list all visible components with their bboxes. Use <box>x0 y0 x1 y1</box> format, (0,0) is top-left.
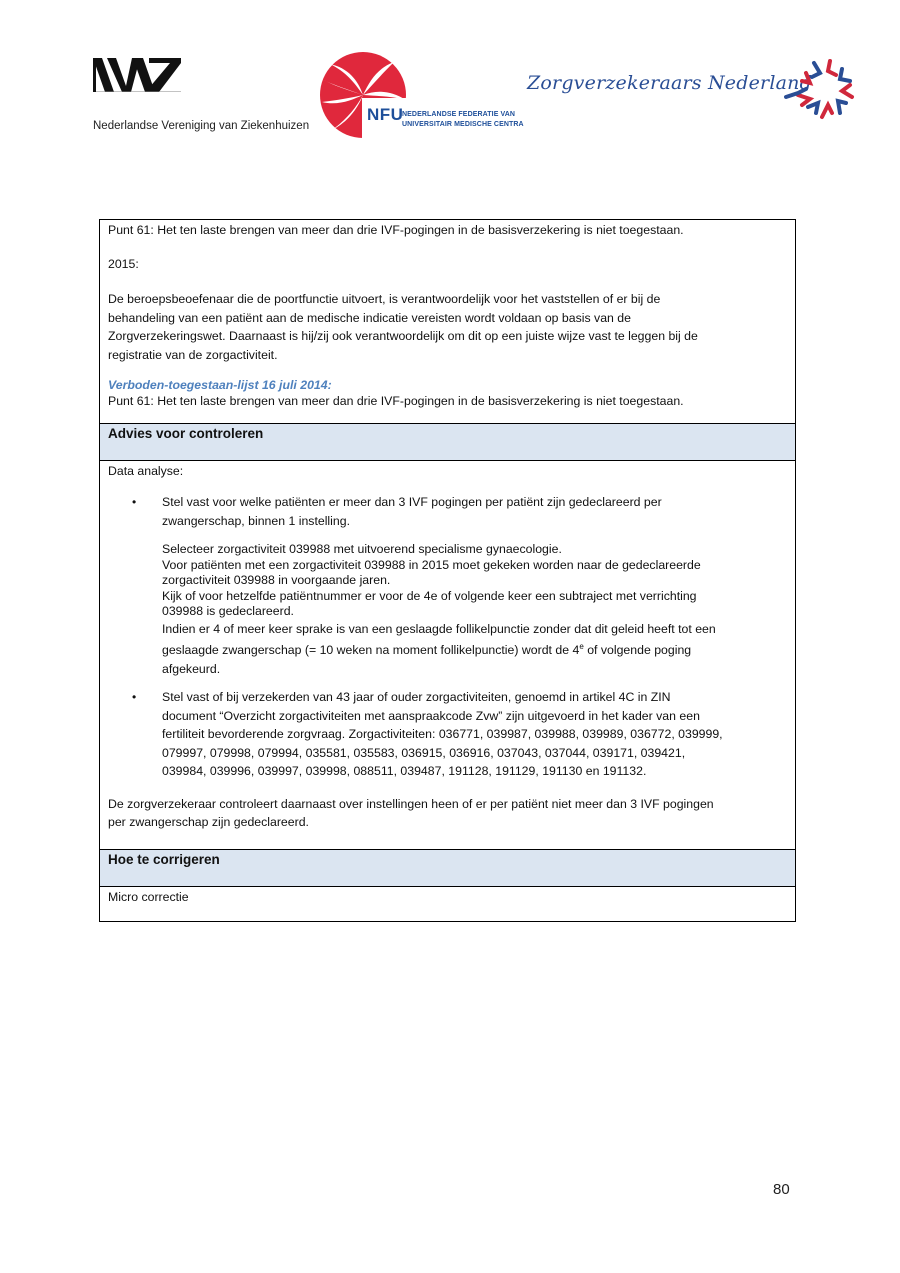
nvz-subtitle: Nederlandse Vereniging van Ziekenhuizen <box>93 120 310 132</box>
nfu-swirl-icon <box>318 50 408 140</box>
section-heading-advies: Advies voor controleren <box>100 424 795 461</box>
nfu-logo <box>318 50 523 140</box>
intro-paragraph <box>108 290 787 364</box>
bullet-line: 039984, 039996, 039997, 039998, 088511, 039487, 191128, 191129, 191130 en 191132. <box>162 764 647 779</box>
list-title: Verboden-toegestaan-lijst 16 juli 2014: <box>108 378 332 392</box>
bullet-line: Stel vast voor welke patiënten er meer dan 3 IVF pogingen per patiënt zijn gedeclareerd per <box>162 495 662 509</box>
section-heading-corrigeren: Hoe te corrigeren <box>100 850 795 887</box>
data-analyse-label: Data analyse: <box>108 464 184 478</box>
bullet-line: zwangerschap, binnen 1 instelling. <box>162 513 350 528</box>
punt-61-repeat-text: Punt 61: Het ten laste brengen van meer dan drie IVF-pogingen in de basisverzekering is niet toegestaan. <box>108 394 684 408</box>
paragraph-line: behandeling van een patiënt aan de medische indicatie vereisten wordt voldaan op basis van de <box>108 310 631 325</box>
detail-line: afgekeurd. <box>162 661 221 676</box>
zorgverzekeraars-nederland-logo <box>527 55 867 130</box>
paragraph-line: De beroepsbeoefenaar die de poortfunctie uitvoert, is verantwoordelijk voor het vaststellen of er bij de <box>108 292 661 306</box>
nvz-mark-icon <box>93 58 185 92</box>
bullet-item-1 <box>108 493 787 678</box>
detail-line: zorgactiviteit 039988 in voorgaande jaren. <box>162 573 391 587</box>
advies-body-cell <box>100 461 795 850</box>
detail-line: Indien er 4 of meer keer sprake is van een geslaagde follikelpunctie zonder dat dit geleid heeft tot een <box>162 621 716 636</box>
bullet-line: 079997, 079998, 079994, 035581, 035583, 036915, 036916, 037043, 037044, 039171, 039421, <box>162 745 686 760</box>
closing-paragraph <box>108 795 787 832</box>
nvz-logo <box>93 58 308 138</box>
detail-line: Voor patiënten met een zorgactiviteit 039988 in 2015 moet gekeken worden naar de gedeclareerde <box>162 557 701 572</box>
micro-correctie-text: Micro correctie <box>108 890 189 904</box>
closing-line: De zorgverzekeraar controleert daarnaast over instellingen heen of er per patiënt niet meer dan 3 IVF pogingen <box>108 796 714 811</box>
nfu-line-1: NEDERLANDSE FEDERATIE VAN <box>402 111 516 118</box>
detail-line: Kijk of voor hetzelfde patiëntnummer er voor de 4e of volgende keer een subtraject met verrichting <box>162 588 697 603</box>
paragraph-line: Zorgverzekeringswet. Daarnaast is hij/zij ook verantwoordelijk om dit op een juiste wijze vast te leggen bij de <box>108 329 698 343</box>
paragraph-line: registratie van de zorgactiviteit. <box>108 347 278 362</box>
bullet-line: Stel vast of bij verzekerden van 43 jaar of ouder zorgactiviteiten, genoemd in artikel 4C in ZIN <box>162 690 671 705</box>
document-table <box>99 219 796 922</box>
closing-line: per zwangerschap zijn gedeclareerd. <box>108 815 309 830</box>
bullet-item-2 <box>108 688 787 781</box>
zn-figures-wreath-icon <box>784 55 864 127</box>
page-number: 80 <box>773 1181 790 1198</box>
intro-cell <box>100 220 795 424</box>
detail-line: geslaagde zwangerschap (= 10 weken na moment follikelpunctie) wordt de 4e of volgende poging <box>162 642 692 658</box>
bullet-icon: • <box>132 690 137 705</box>
year-label: 2015: <box>108 257 139 271</box>
bullet-icon: • <box>132 495 137 509</box>
corrigeren-body-cell <box>100 887 795 921</box>
nfu-abbreviation: NFU <box>367 105 404 124</box>
zn-wordmark: Zorgverzekeraars Nederland <box>527 72 812 94</box>
detail-line: Selecteer zorgactiviteit 039988 met uitvoerend specialisme gynaecologie. <box>162 542 562 556</box>
detail-line: 039988 is gedeclareerd. <box>162 604 294 618</box>
nfu-line-2: UNIVERSITAIR MEDISCHE CENTRA <box>402 121 524 128</box>
bullet-line: document “Overzicht zorgactiviteiten met aanspraakcode Zvw” zijn uitgevoerd in het kader van een <box>162 708 700 723</box>
punt-61-text: Punt 61: Het ten laste brengen van meer dan drie IVF-pogingen in de basisverzekering is niet toegestaan. <box>108 223 684 237</box>
bullet-line: fertiliteit bevorderende zorgvraag. Zorgactiviteiten: 036771, 039987, 039988, 039989, 036772, 039999, <box>162 727 723 742</box>
